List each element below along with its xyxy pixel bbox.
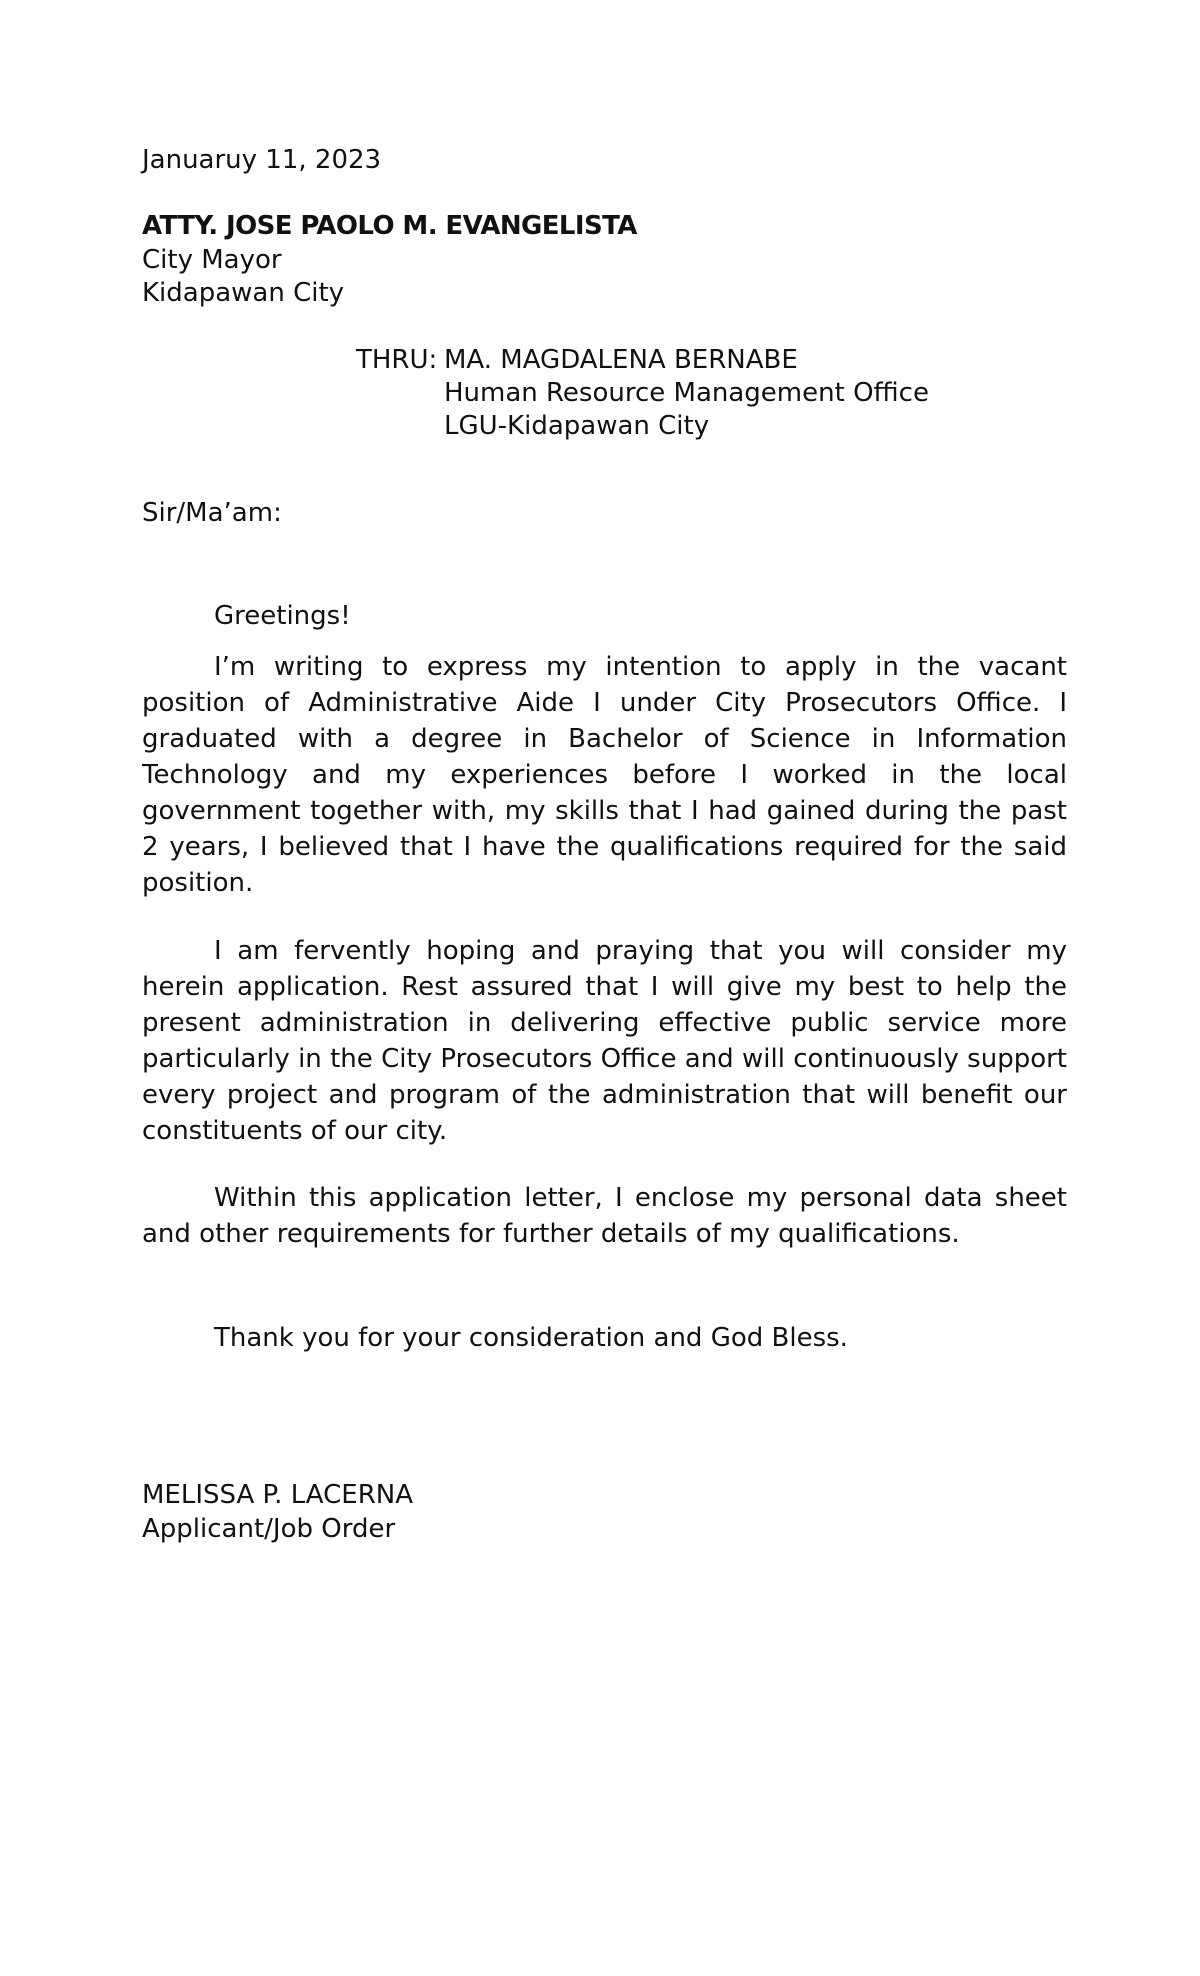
thru-name: MA. MAGDALENA BERNABE: [444, 345, 798, 375]
greeting: Greetings!: [214, 601, 351, 631]
thru-office: Human Resource Management Office: [444, 378, 929, 408]
body-paragraph: I am fervently hoping and praying that you will consider my herein application. Rest assured that I will give my best to help the present administration in delivering effective public service more particularly in the City Prosecutors Office and will continuously support every project and program of the administration that will benefit our constituents of our city.: [142, 936, 1067, 1146]
body-paragraph: I’m writing to express my intention to apply in the vacant position of Administrative Aide I under City Prosecutors Office. I graduated with a degree in Bachelor of Science in Information Technology and my experiences before I worked in the local government together with, my skills that I had gained during the past 2 years, I believed that I have the qualifications required for the said position.: [142, 652, 1067, 898]
letter-date: Januaruy 11, 2023: [142, 145, 382, 175]
thru-label: THRU:: [356, 345, 438, 375]
body-paragraph: Within this application letter, I enclose my personal data sheet and other requirements for further details of my qualifications.: [142, 1183, 1067, 1249]
salutation: Sir/Ma’am:: [142, 498, 282, 528]
closing-paragraph: Thank you for your consideration and God Bless.: [214, 1323, 848, 1353]
signatory-title: Applicant/Job Order: [142, 1514, 396, 1544]
addressee-title: City Mayor: [142, 245, 282, 275]
addressee-name: ATTY. JOSE PAOLO M. EVANGELISTA: [142, 211, 637, 241]
addressee-city: Kidapawan City: [142, 278, 345, 308]
signatory-name: MELISSA P. LACERNA: [142, 1480, 414, 1510]
thru-lgu: LGU-Kidapawan City: [444, 411, 710, 441]
